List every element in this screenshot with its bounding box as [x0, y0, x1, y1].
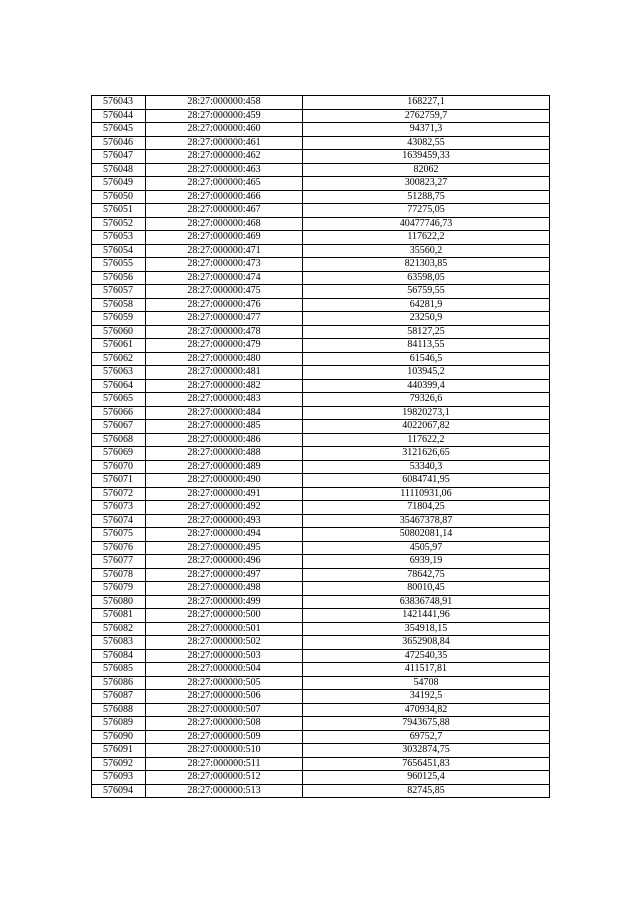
- cell-value: 77275,05: [303, 204, 550, 218]
- data-table: [91, 95, 550, 798]
- table-row: [92, 487, 550, 501]
- cell-value: 53340,3: [303, 460, 550, 474]
- cell-cadastral-code: 28:27:000000:513: [146, 784, 303, 798]
- table-row: [92, 420, 550, 434]
- cell-cadastral-code: 28:27:000000:482: [146, 379, 303, 393]
- cell-number: 576050: [92, 190, 146, 204]
- cell-number: 576055: [92, 258, 146, 272]
- cell-cadastral-code: 28:27:000000:477: [146, 312, 303, 326]
- cell-value: 54708: [303, 676, 550, 690]
- cell-cadastral-code: 28:27:000000:467: [146, 204, 303, 218]
- cell-value: 168227,1: [303, 96, 550, 110]
- cell-value: 354918,15: [303, 622, 550, 636]
- cell-number: 576078: [92, 568, 146, 582]
- table-row: [92, 244, 550, 258]
- cell-cadastral-code: 28:27:000000:510: [146, 744, 303, 758]
- cell-number: 576043: [92, 96, 146, 110]
- table-row: [92, 514, 550, 528]
- cell-cadastral-code: 28:27:000000:507: [146, 703, 303, 717]
- cell-value: 3032874,75: [303, 744, 550, 758]
- table-row: [92, 258, 550, 272]
- cell-value: 1639459,33: [303, 150, 550, 164]
- table-row: [92, 609, 550, 623]
- cell-number: 576060: [92, 325, 146, 339]
- cell-cadastral-code: 28:27:000000:475: [146, 285, 303, 299]
- cell-value: 56759,55: [303, 285, 550, 299]
- cell-value: 84113,55: [303, 339, 550, 353]
- cell-number: 576084: [92, 649, 146, 663]
- cell-value: 6939,19: [303, 555, 550, 569]
- cell-value: 61546,5: [303, 352, 550, 366]
- cell-value: 94371,3: [303, 123, 550, 137]
- cell-number: 576061: [92, 339, 146, 353]
- cell-value: 1421441,96: [303, 609, 550, 623]
- cell-number: 576073: [92, 501, 146, 515]
- cell-cadastral-code: 28:27:000000:511: [146, 757, 303, 771]
- cell-number: 576054: [92, 244, 146, 258]
- cell-value: 3652908,84: [303, 636, 550, 650]
- cell-value: 440399,4: [303, 379, 550, 393]
- cell-cadastral-code: 28:27:000000:498: [146, 582, 303, 596]
- cell-number: 576066: [92, 406, 146, 420]
- table-row: [92, 136, 550, 150]
- cell-cadastral-code: 28:27:000000:485: [146, 420, 303, 434]
- cell-value: 80010,45: [303, 582, 550, 596]
- table-row: [92, 528, 550, 542]
- table-row: [92, 312, 550, 326]
- cell-number: 576071: [92, 474, 146, 488]
- cell-cadastral-code: 28:27:000000:463: [146, 163, 303, 177]
- table-row: [92, 406, 550, 420]
- cell-number: 576089: [92, 717, 146, 731]
- table-row: [92, 231, 550, 245]
- cell-value: 82062: [303, 163, 550, 177]
- cell-number: 576093: [92, 771, 146, 785]
- cell-number: 576044: [92, 109, 146, 123]
- table-row: [92, 784, 550, 798]
- cell-number: 576056: [92, 271, 146, 285]
- cell-cadastral-code: 28:27:000000:512: [146, 771, 303, 785]
- cell-number: 576085: [92, 663, 146, 677]
- cell-cadastral-code: 28:27:000000:504: [146, 663, 303, 677]
- cell-cadastral-code: 28:27:000000:492: [146, 501, 303, 515]
- cell-value: 11110931,06: [303, 487, 550, 501]
- cell-number: 576070: [92, 460, 146, 474]
- cell-cadastral-code: 28:27:000000:461: [146, 136, 303, 150]
- cell-value: 7656451,83: [303, 757, 550, 771]
- table-row: [92, 501, 550, 515]
- table-row: [92, 663, 550, 677]
- cell-value: 64281,9: [303, 298, 550, 312]
- cell-number: 576048: [92, 163, 146, 177]
- cell-value: 960125,4: [303, 771, 550, 785]
- cell-cadastral-code: 28:27:000000:502: [146, 636, 303, 650]
- table-row: [92, 177, 550, 191]
- table-row: [92, 595, 550, 609]
- cell-cadastral-code: 28:27:000000:508: [146, 717, 303, 731]
- cell-cadastral-code: 28:27:000000:478: [146, 325, 303, 339]
- cell-cadastral-code: 28:27:000000:484: [146, 406, 303, 420]
- cell-number: 576058: [92, 298, 146, 312]
- cell-number: 576064: [92, 379, 146, 393]
- cell-value: 35467378,87: [303, 514, 550, 528]
- cell-number: 576068: [92, 433, 146, 447]
- cell-number: 576072: [92, 487, 146, 501]
- cell-number: 576090: [92, 730, 146, 744]
- cell-cadastral-code: 28:27:000000:509: [146, 730, 303, 744]
- cell-value: 71804,25: [303, 501, 550, 515]
- table-row: [92, 325, 550, 339]
- cell-number: 576086: [92, 676, 146, 690]
- table-row: [92, 285, 550, 299]
- cell-cadastral-code: 28:27:000000:506: [146, 690, 303, 704]
- table-row: [92, 163, 550, 177]
- cell-number: 576087: [92, 690, 146, 704]
- cell-value: 51288,75: [303, 190, 550, 204]
- table-row: [92, 636, 550, 650]
- cell-number: 576094: [92, 784, 146, 798]
- cell-value: 117622,2: [303, 433, 550, 447]
- table-row: [92, 730, 550, 744]
- cell-cadastral-code: 28:27:000000:505: [146, 676, 303, 690]
- cell-cadastral-code: 28:27:000000:501: [146, 622, 303, 636]
- table-body: [92, 96, 550, 798]
- cell-cadastral-code: 28:27:000000:460: [146, 123, 303, 137]
- cell-cadastral-code: 28:27:000000:483: [146, 393, 303, 407]
- cell-cadastral-code: 28:27:000000:459: [146, 109, 303, 123]
- cell-number: 576049: [92, 177, 146, 191]
- cell-cadastral-code: 28:27:000000:471: [146, 244, 303, 258]
- table-row: [92, 298, 550, 312]
- cell-number: 576077: [92, 555, 146, 569]
- table-row: [92, 568, 550, 582]
- cell-number: 576074: [92, 514, 146, 528]
- table-row: [92, 393, 550, 407]
- cell-number: 576053: [92, 231, 146, 245]
- table-row: [92, 474, 550, 488]
- cell-value: 2762759,7: [303, 109, 550, 123]
- cell-cadastral-code: 28:27:000000:503: [146, 649, 303, 663]
- cell-number: 576083: [92, 636, 146, 650]
- table-row: [92, 190, 550, 204]
- cell-cadastral-code: 28:27:000000:497: [146, 568, 303, 582]
- cell-cadastral-code: 28:27:000000:495: [146, 541, 303, 555]
- cell-cadastral-code: 28:27:000000:494: [146, 528, 303, 542]
- table-row: [92, 366, 550, 380]
- cell-value: 472540,35: [303, 649, 550, 663]
- cell-value: 821303,85: [303, 258, 550, 272]
- cell-value: 411517,81: [303, 663, 550, 677]
- cell-number: 576057: [92, 285, 146, 299]
- cell-cadastral-code: 28:27:000000:489: [146, 460, 303, 474]
- cell-number: 576092: [92, 757, 146, 771]
- table-row: [92, 96, 550, 110]
- cell-cadastral-code: 28:27:000000:488: [146, 447, 303, 461]
- cell-cadastral-code: 28:27:000000:479: [146, 339, 303, 353]
- table-row: [92, 271, 550, 285]
- cell-value: 50802081,14: [303, 528, 550, 542]
- table-row: [92, 433, 550, 447]
- cell-cadastral-code: 28:27:000000:465: [146, 177, 303, 191]
- cell-cadastral-code: 28:27:000000:493: [146, 514, 303, 528]
- cell-value: 103945,2: [303, 366, 550, 380]
- cell-value: 82745,85: [303, 784, 550, 798]
- cell-number: 576059: [92, 312, 146, 326]
- cell-value: 79326,6: [303, 393, 550, 407]
- cell-number: 576079: [92, 582, 146, 596]
- cell-cadastral-code: 28:27:000000:458: [146, 96, 303, 110]
- table-row: [92, 123, 550, 137]
- table-row: [92, 150, 550, 164]
- table-row: [92, 339, 550, 353]
- cell-value: 43082,55: [303, 136, 550, 150]
- cell-value: 63836748,91: [303, 595, 550, 609]
- table-row: [92, 379, 550, 393]
- table-row: [92, 555, 550, 569]
- cell-number: 576081: [92, 609, 146, 623]
- cell-value: 69752,7: [303, 730, 550, 744]
- cell-number: 576088: [92, 703, 146, 717]
- cell-number: 576069: [92, 447, 146, 461]
- cell-value: 4505,97: [303, 541, 550, 555]
- table-row: [92, 757, 550, 771]
- cell-value: 4022067,82: [303, 420, 550, 434]
- cell-cadastral-code: 28:27:000000:480: [146, 352, 303, 366]
- table-row: [92, 447, 550, 461]
- cell-number: 576067: [92, 420, 146, 434]
- cell-cadastral-code: 28:27:000000:468: [146, 217, 303, 231]
- cell-number: 576065: [92, 393, 146, 407]
- cell-cadastral-code: 28:27:000000:469: [146, 231, 303, 245]
- cell-cadastral-code: 28:27:000000:466: [146, 190, 303, 204]
- cell-value: 117622,2: [303, 231, 550, 245]
- cell-value: 300823,27: [303, 177, 550, 191]
- cell-value: 34192,5: [303, 690, 550, 704]
- table-row: [92, 109, 550, 123]
- table-row: [92, 217, 550, 231]
- cell-value: 470934,82: [303, 703, 550, 717]
- cell-value: 7943675,88: [303, 717, 550, 731]
- cell-cadastral-code: 28:27:000000:491: [146, 487, 303, 501]
- table-row: [92, 744, 550, 758]
- cell-cadastral-code: 28:27:000000:476: [146, 298, 303, 312]
- cell-number: 576062: [92, 352, 146, 366]
- cell-value: 3121626,65: [303, 447, 550, 461]
- cell-number: 576047: [92, 150, 146, 164]
- cell-value: 19820273,1: [303, 406, 550, 420]
- table-row: [92, 582, 550, 596]
- cell-number: 576063: [92, 366, 146, 380]
- cell-number: 576045: [92, 123, 146, 137]
- cell-number: 576075: [92, 528, 146, 542]
- table-row: [92, 204, 550, 218]
- cell-value: 78642,75: [303, 568, 550, 582]
- cell-cadastral-code: 28:27:000000:500: [146, 609, 303, 623]
- table-row: [92, 703, 550, 717]
- cell-number: 576046: [92, 136, 146, 150]
- table-row: [92, 690, 550, 704]
- cell-cadastral-code: 28:27:000000:496: [146, 555, 303, 569]
- cell-number: 576052: [92, 217, 146, 231]
- cell-cadastral-code: 28:27:000000:490: [146, 474, 303, 488]
- table-row: [92, 676, 550, 690]
- cell-cadastral-code: 28:27:000000:473: [146, 258, 303, 272]
- cell-number: 576082: [92, 622, 146, 636]
- table-row: [92, 460, 550, 474]
- cell-number: 576076: [92, 541, 146, 555]
- table-row: [92, 352, 550, 366]
- cell-value: 23250,9: [303, 312, 550, 326]
- cell-value: 40477746,73: [303, 217, 550, 231]
- table-row: [92, 717, 550, 731]
- cell-cadastral-code: 28:27:000000:474: [146, 271, 303, 285]
- cell-value: 35560,2: [303, 244, 550, 258]
- cell-cadastral-code: 28:27:000000:462: [146, 150, 303, 164]
- cell-cadastral-code: 28:27:000000:481: [146, 366, 303, 380]
- cell-value: 58127,25: [303, 325, 550, 339]
- cell-cadastral-code: 28:27:000000:499: [146, 595, 303, 609]
- table-row: [92, 649, 550, 663]
- cell-number: 576091: [92, 744, 146, 758]
- table-row: [92, 771, 550, 785]
- table-row: [92, 541, 550, 555]
- cell-number: 576051: [92, 204, 146, 218]
- cell-value: 6084741,95: [303, 474, 550, 488]
- cell-number: 576080: [92, 595, 146, 609]
- cell-value: 63598,05: [303, 271, 550, 285]
- table-row: [92, 622, 550, 636]
- cell-cadastral-code: 28:27:000000:486: [146, 433, 303, 447]
